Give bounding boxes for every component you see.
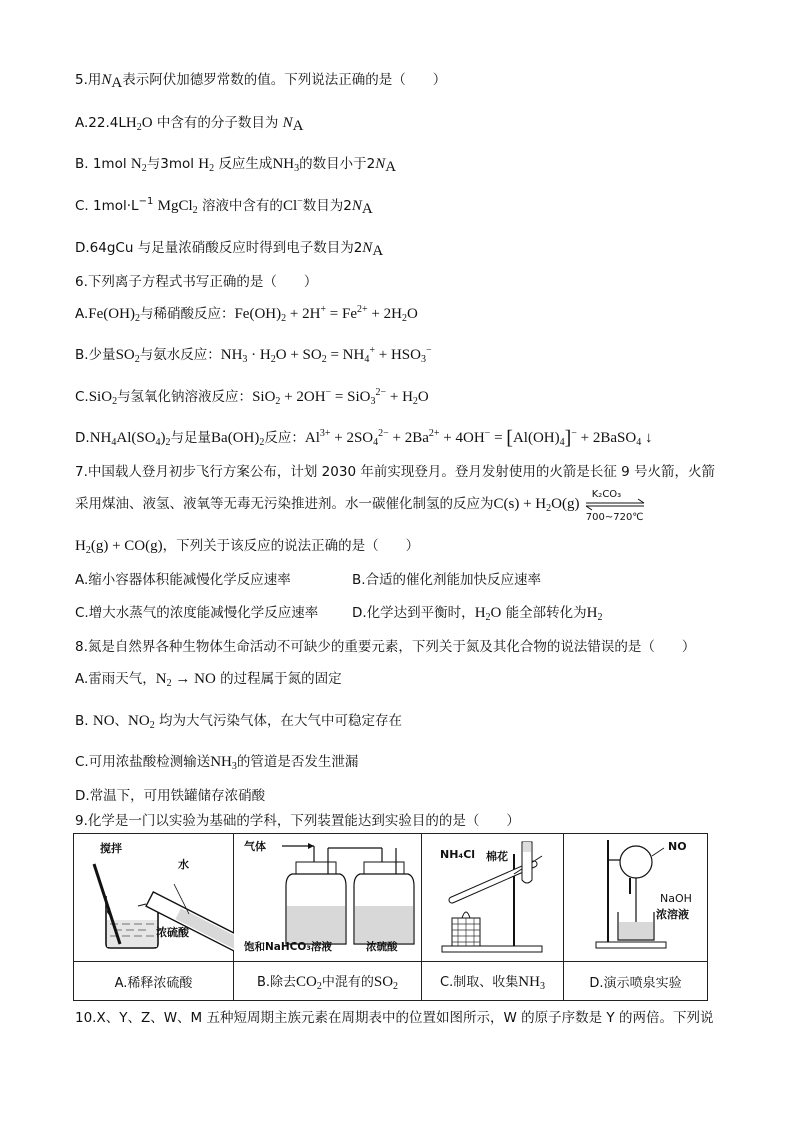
- q5-stem: 5.用$N_A$表示阿伏加德罗常数的值。下列说法正确的是（ ）: [75, 72, 447, 91]
- q5-option-d[interactable]: D.64gCu 与足量浓硝酸反应时得到电子数目为$2N_A$: [75, 240, 384, 259]
- q6-option-b[interactable]: B.少量$SO_2$与氨水反应：$NH_3 \cdot H_2O + SO_2 = NH_4^+ + HSO_3^-$: [75, 345, 432, 365]
- label-stir: 搅拌: [100, 842, 122, 855]
- q7-option-a[interactable]: A.缩小容器体积能减慢化学反应速率: [75, 572, 291, 588]
- q7-option-b[interactable]: B.合适的催化剂能加快反应速率: [352, 572, 542, 588]
- q6-option-d[interactable]: $D.NH_4Al(SO_4)_2$与足量$Ba(OH)_2$反应：$Al^{3+} + 2SO_4^{2-} + 2Ba^{2+} + 4OH^- = [Al(OH)_4]^-$ + 2BaSO$_4$ ↓: [75, 427, 653, 449]
- label-conc-sulfuric-acid-2: 浓硫酸: [366, 941, 398, 953]
- label-cotton: 棉花: [486, 850, 508, 863]
- q6-option-a[interactable]: $A.Fe(OH)_2$与稀硝酸反应：$Fe(OH)_2 + 2H^+ = Fe^{2+} + 2H_2O$: [75, 304, 418, 324]
- label-sat-nahco3: 饱和NaHCO₃溶液: [244, 941, 332, 953]
- dilution-apparatus-diagram: [74, 834, 234, 961]
- figure-dilute-acid: [74, 834, 234, 962]
- figure-gas-wash: [234, 834, 422, 962]
- q7-stem-line1: 7.中国载人登月初步飞行方案公布，计划 2030 年前实现登月。登月发射使用的火箭是长征 9 号火箭，火箭: [75, 464, 715, 480]
- label-water: 水: [178, 858, 189, 871]
- q5-option-c[interactable]: C. $1mol\cdot L^{-1}$ MgCl$_2$ 溶液中含有的Cl−数目为$2N_A$: [75, 196, 373, 217]
- q7-option-c[interactable]: C.增大水蒸气的浓度能减慢化学反应速率: [75, 605, 319, 621]
- caption-d[interactable]: D.演示喷泉实验: [564, 962, 708, 1001]
- label-conc-solution: 浓溶液: [656, 908, 689, 921]
- q6-stem: 6.下列离子方程式书写正确的是（ ）: [75, 274, 318, 290]
- caption-c[interactable]: C.制取、收集$NH_3$: [422, 962, 564, 1001]
- q7-options-row2: [75, 603, 603, 623]
- label-naoh: NaOH: [660, 892, 692, 905]
- q5-option-b[interactable]: B. 1mol $N_2$与3mol $H_2$ 反应生成$NH_3$的数目小于$2N_A$: [75, 156, 397, 175]
- figure-nh3-prep: [422, 834, 564, 962]
- q9-stem: 9.化学是一门以实验为基础的学科，下列装置能达到实验目的的是（ ）: [75, 813, 520, 829]
- q8-option-a[interactable]: A.雷雨天气，$N_2$ → NO 的过程属于氮的固定: [75, 671, 342, 689]
- label-conc-sulfuric-acid: 浓硫酸: [156, 926, 189, 939]
- q8-option-d[interactable]: D.常温下，可用铁罐储存浓硝酸: [75, 788, 266, 804]
- q7-stem-line3: $H_2(g) + CO(g)$，下列关于该反应的说法正确的是（ ）: [75, 538, 420, 556]
- q8-stem: 8.氮是自然界各种生物体生命活动不可缺少的重要元素，下列关于氮及其化合物的说法错误的是（ ）: [75, 639, 696, 655]
- label-nh4cl: NH₄Cl: [440, 848, 476, 861]
- reaction-condition: K₂CO₃ 700~720℃: [585, 489, 644, 523]
- caption-a[interactable]: A.稀释浓硫酸: [74, 962, 234, 1001]
- q5-option-a[interactable]: $A.22.4LH_2O$ 中含有的分子数目为 $N_A$: [75, 115, 304, 134]
- apparatus-table: [73, 833, 708, 1001]
- q7-stem-line2: 采用煤油、液氢、液氧等无毒无污染推进剂。水一碳催化制氢的反应为$C(s) + H_2O(g)$ K₂CO₃ 700~720℃: [75, 494, 646, 514]
- q6-option-c[interactable]: C.SiO$_2$与氢氧化钠溶液反应：$SiO_2 + 2OH^- = SiO_3^{2-} + H_2O$: [75, 387, 429, 407]
- label-no: NO: [668, 840, 687, 853]
- figure-fountain: [564, 834, 708, 962]
- caption-b[interactable]: B.除去$CO_2$中混有的$SO_2$: [234, 962, 422, 1001]
- q10-stem: 10.X、Y、Z、W、M 五种短周期主族元素在周期表中的位置如图所示，W 的原子序数是 Y 的两倍。下列说: [75, 1010, 714, 1026]
- q8-option-c[interactable]: C.可用浓盐酸检测输送$NH_3$的管道是否发生泄漏: [75, 754, 359, 772]
- q8-option-b[interactable]: B. NO、$NO_2$ 均为大气污染气体，在大气中可稳定存在: [75, 713, 402, 731]
- q7-options-row1: [75, 570, 542, 590]
- label-gas: 气体: [244, 840, 266, 853]
- q7-option-d[interactable]: D.化学达到平衡时，$H_2O$ 能全部转化为$H_2$: [352, 605, 603, 623]
